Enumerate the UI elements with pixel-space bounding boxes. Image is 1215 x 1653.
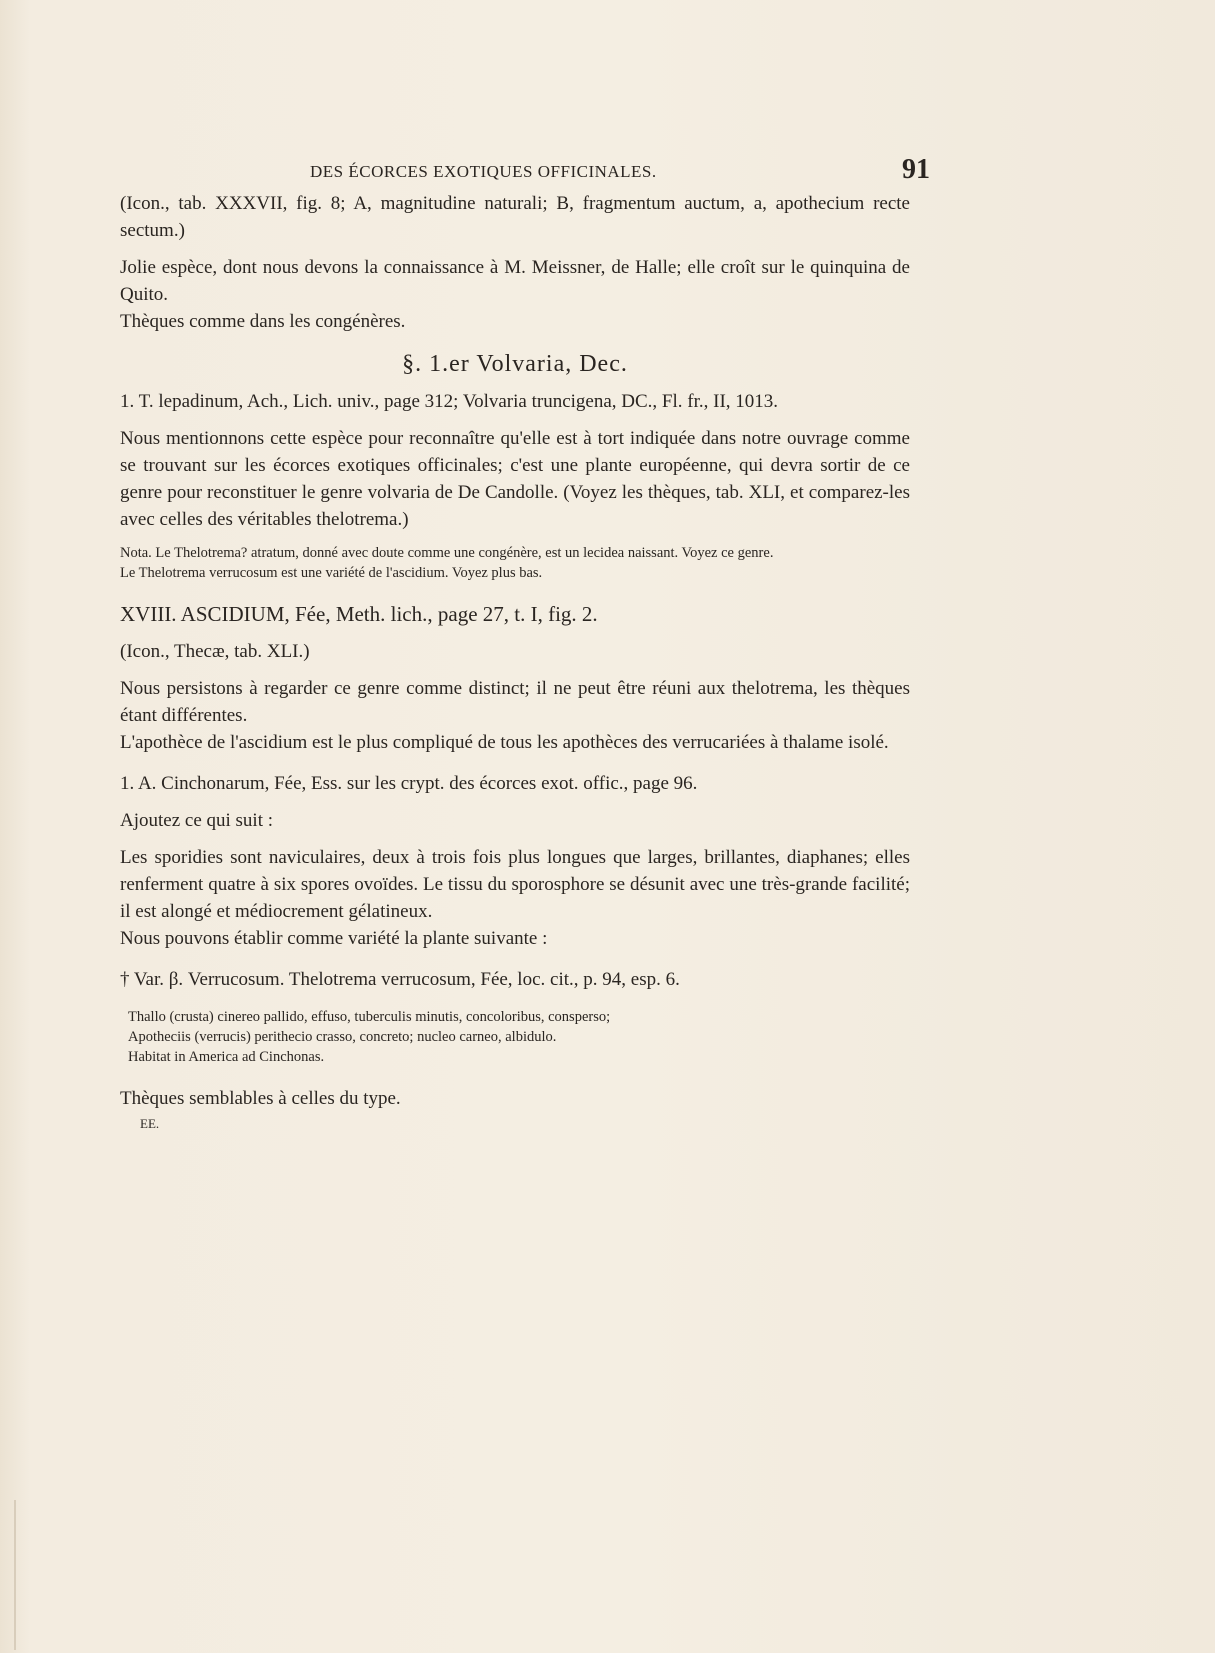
paragraph-meissner: Jolie espèce, dont nous devons la connaissance à M. Meissner, de Halle; elle croît sur le quinquina de Quito. [120,257,910,305]
description-habitat: Habitat in America ad Cinchonas. [128,1049,325,1065]
nota-atratum: Nota. Le Thelotrema? atratum, donné avec doute comme une congénère, est un lecidea naissant. Voyez ce genre. [120,545,774,561]
description-apothecia: Apotheciis (verrucis) perithecio crasso, concreto; nucleo carneo, albidulo. [128,1029,557,1045]
species-entry-lepadinum: 1. T. lepadinum, Ach., Lich. univ., page 312; Volvaria truncigena, DC., Fl. fr., II, 1013. [120,391,779,412]
signature-mark: EE. [140,1116,160,1131]
paragraph-distinct: Nous persistons à regarder ce genre comme distinct; il ne peut être réuni aux thelotrema, les thèques étant différentes. [120,678,910,726]
paragraph-sporidies: Les sporidies sont naviculaires, deux à trois fois plus longues que larges, brillantes, diaphanes; elles renferment quatre à six spores ovoïdes. Le tissu du sporosphore se désunit avec une très-grande facilité; il est alongé et médiocrement gélatineux. [120,847,910,922]
paragraph-volvaria: Nous mentionnons cette espèce pour reconnaître qu'elle est à tort indiquée dans notre ouvrage comme se trouvant sur les écorces exotiques officinales; c'est une plante européenne, qui devra sortir de ce genre pour reconstituer le genre volvaria de De Candolle. (Voyez les thèques, tab. XLI, et comparez-les avec celles des véritables thelotrema.) [120,428,910,530]
latin-description [128,1007,910,1067]
paragraph-apothece: L'apothèce de l'ascidium est le plus compliqué de tous les apothèces des verrucariées à thalame isolé. [120,732,889,753]
nota-verrucosum: Le Thelotrema verrucosum est une variété de l'ascidium. Voyez plus bas. [120,565,543,581]
section-heading: §. 1.er Volvaria, Dec. [402,351,628,377]
description-thallus: Thallo (crusta) cinereo pallido, effuso, tuberculis minutis, concoloribus, consperso; [128,1009,611,1025]
paragraph-theques: Thèques comme dans les congénères. [120,311,406,332]
running-title: DES ÉCORCES EXOTIQUES OFFICINALES. [310,162,657,181]
genus-heading: XVIII. ASCIDIUM, Fée, Meth. lich., page 27, t. I, fig. 2. [120,602,598,626]
page-number: 91 [902,154,930,185]
icon-reference: (Icon., tab. XXXVII, fig. 8; A, magnitudine naturali; B, fragmentum auctum, a, apothecium recte sectum.) [120,193,910,241]
icon-thecae: (Icon., Thecæ, tab. XLI.) [120,641,310,662]
paragraph-ajoutez: Ajoutez ce qui suit : [120,810,274,831]
paragraph-variete: Nous pouvons établir comme variété la plante suivante : [120,928,548,949]
variety-entry: † Var. β. Verrucosum. Thelotrema verrucosum, Fée, loc. cit., p. 94, esp. 6. [120,969,680,990]
species-entry-cinchonarum: 1. A. Cinchonarum, Fée, Ess. sur les crypt. des écorces exot. offic., page 96. [120,773,698,794]
page-header [120,150,930,190]
paragraph-type: Thèques semblables à celles du type. [120,1088,401,1109]
page-content [120,150,930,1132]
gutter-shadow [14,1500,16,1650]
